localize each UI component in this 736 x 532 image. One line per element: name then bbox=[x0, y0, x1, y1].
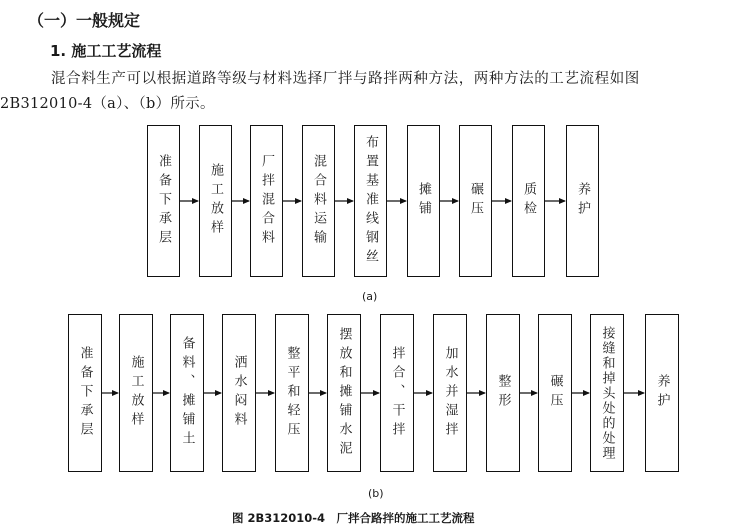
flow-b-step-label: 准备下承层 bbox=[77, 345, 93, 441]
paragraph-line-2: 2B312010-4（a）、（b）所示。 bbox=[0, 96, 215, 112]
flow-b-step-label: 施工放样 bbox=[128, 355, 144, 431]
flow-a-step-label: 养护 bbox=[575, 182, 590, 220]
flow-a-step-label: 摊铺 bbox=[416, 182, 431, 220]
flow-b-step-label: 整形 bbox=[495, 374, 511, 412]
flow-a-label: (a) bbox=[362, 290, 378, 303]
flow-a-step-label: 施工放样 bbox=[208, 163, 223, 239]
flow-a-step-label: 厂拌混合料 bbox=[259, 153, 274, 249]
flow-b-label: (b) bbox=[368, 487, 384, 500]
flow-b-step-label: 碾压 bbox=[547, 374, 563, 412]
section-heading: （一）一般规定 bbox=[28, 11, 141, 30]
flow-a-step-label: 质检 bbox=[521, 182, 536, 220]
flow-a-step-label: 布置基准线钢丝 bbox=[363, 134, 378, 268]
flow-b-step-label: 摆放和摊铺水泥 bbox=[336, 326, 352, 460]
flow-a-step-label: 准备下承层 bbox=[156, 153, 171, 249]
flow-b-step-label: 拌合、干拌 bbox=[389, 345, 405, 441]
subsection-heading: 1. 施工工艺流程 bbox=[50, 42, 162, 60]
flow-a-step-label: 混合料运输 bbox=[311, 153, 326, 249]
flow-a-step-label: 碾压 bbox=[468, 182, 483, 220]
flow-b-step-label: 加水并湿拌 bbox=[442, 345, 458, 441]
flow-b-step-label: 整平和轻压 bbox=[284, 345, 300, 441]
paragraph-line-1: 混合料生产可以根据道路等级与材料选择厂拌与路拌两种方法，两种方法的工艺流程如图 bbox=[51, 71, 640, 87]
flow-b-step-label: 备料、摊铺土 bbox=[179, 336, 195, 450]
flow-b-step-label: 洒水闷料 bbox=[231, 355, 247, 431]
flow-b-step-label: 养护 bbox=[654, 374, 670, 412]
flow-b-step-label: 接缝和掉头处的处理 bbox=[599, 325, 615, 461]
figure-caption: 图 2B312010-4 厂拌合路拌的施工工艺流程 bbox=[232, 511, 475, 525]
